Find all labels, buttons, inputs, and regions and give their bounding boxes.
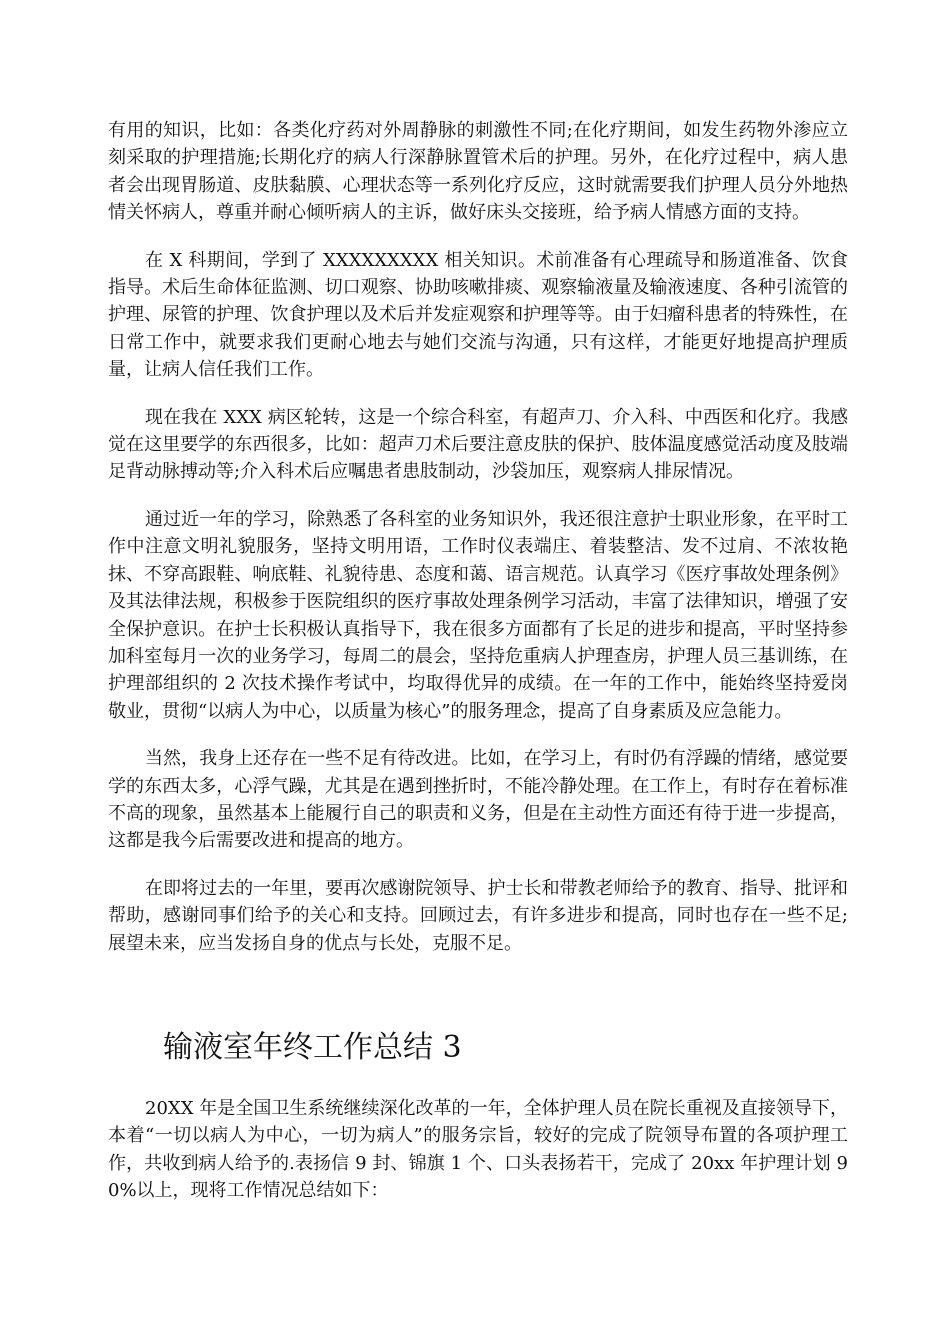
body-text-bottom [108,1095,848,1225]
paragraph-x-department: 在 X 科期间，学到了 XXXXXXXXX 相关知识。术前准备有心理疏导和肠道准备、饮食指导。术后生命体征监测、切口观察、协助咳嗽排痰、观察输液量及输液速度、各种引流管的护理、尿管的护理、饮食护理以及术后并发症观察和护理等等。由于妇瘤科患者的特殊性，在日常工作中，就要求我们更耐心地去与她们交流与沟通，只有这样，才能更好地提高护理质量，让病人信任我们工作。 [108,249,848,381]
section-title: 输液室年终工作总结 3 [163,1030,462,1065]
paragraph-chemo-knowledge: 有用的知识，比如：各类化疗药对外周静脉的刺激性不同;在化疗期间，如发生药物外渗应立刻采取的护理措施;长期化疗的病人行深静脉置管术后的护理。另外，在化疗过程中，病人患者会出现胃肠道、皮肤黏膜、心理状态等一系列化疗反应，这时就需要我们护理人员分外地热情关怀病人，尊重并耐心倾听病人的主诉，做好床头交接班，给予病人情感方面的支持。 [108,120,848,224]
paragraph-20xx-summary: 20XX 年是全国卫生系统继续深化改革的一年，全体护理人员在院长重视及直接领导下，本着“一切以病人为中心，一切为病人”的服务宗旨，较好的完成了院领导布置的各项护理工作，共收到病人给予的.表扬信 9 封、锦旗 1 个、口头表扬若干，完成了 20xx 年护理计划 90%以上，现将工作情况总结如下： [108,1098,848,1202]
paragraph-year-of-study: 通过近一年的学习，除熟悉了各科室的业务知识外，我还很注意护士职业形象，在平时工作中注意文明礼貌服务，坚持文明用语，工作时仪表端庄、着装整洁、发不过肩、不浓妆艳抹、不穿高跟鞋、响底鞋、礼貌待患、态度和蔼、语言规范。认真学习《医疗事故处理条例》及其法律法规，积极参于医院组织的医疗事故处理条例学习活动，丰富了法律知识，增强了安全保护意识。在护士长积极认真指导下，我在很多方面都有了长足的进步和提高，平时坚持参加科室每月一次的业务学习，每周二的晨会，坚持危重病人护理查房，护理人员三基训练，在护理部组织的 2 次技术操作考试中，均取得优异的成绩。在一年的工作中，能始终坚持爱岗敬业，贯彻“以病人为中心，以质量为核心”的服务理念，提高了自身素质及应急能力。 [108,508,848,722]
body-text-top [108,117,848,977]
paragraph-xxx-ward: 现在我在 XXX 病区轮转，这是一个综合科室，有超声刀、介入科、中西医和化疗。我感觉在这里要学的东西很多，比如：超声刀术后要注意皮肤的保护、肢体温度感觉活动度及肢端足背动脉搏动等;介入科术后应嘱患者患肢制动，沙袋加压，观察病人排尿情况。 [108,406,848,483]
paragraph-shortcomings: 当然，我身上还存在一些不足有待改进。比如，在学习上，有时仍有浮躁的情绪，感觉要学的东西太多，心浮气躁，尤其是在遇到挫折时，不能冷静处理。在工作上，有时存在着标准不高的现象，虽然基本上能履行自己的职责和义务，但是在主动性方面还有待于进一步提高，这都是我今后需要改进和提高的地方。 [108,748,848,852]
paragraph-thanks: 在即将过去的一年里，要再次感谢院领导、护士长和带教老师给予的教育、指导、批评和帮助，感谢同事们给予的关心和支持。回顾过去，有许多进步和提高，同时也存在一些不足;展望未来，应当发扬自身的优点与长处，克服不足。 [108,877,848,954]
